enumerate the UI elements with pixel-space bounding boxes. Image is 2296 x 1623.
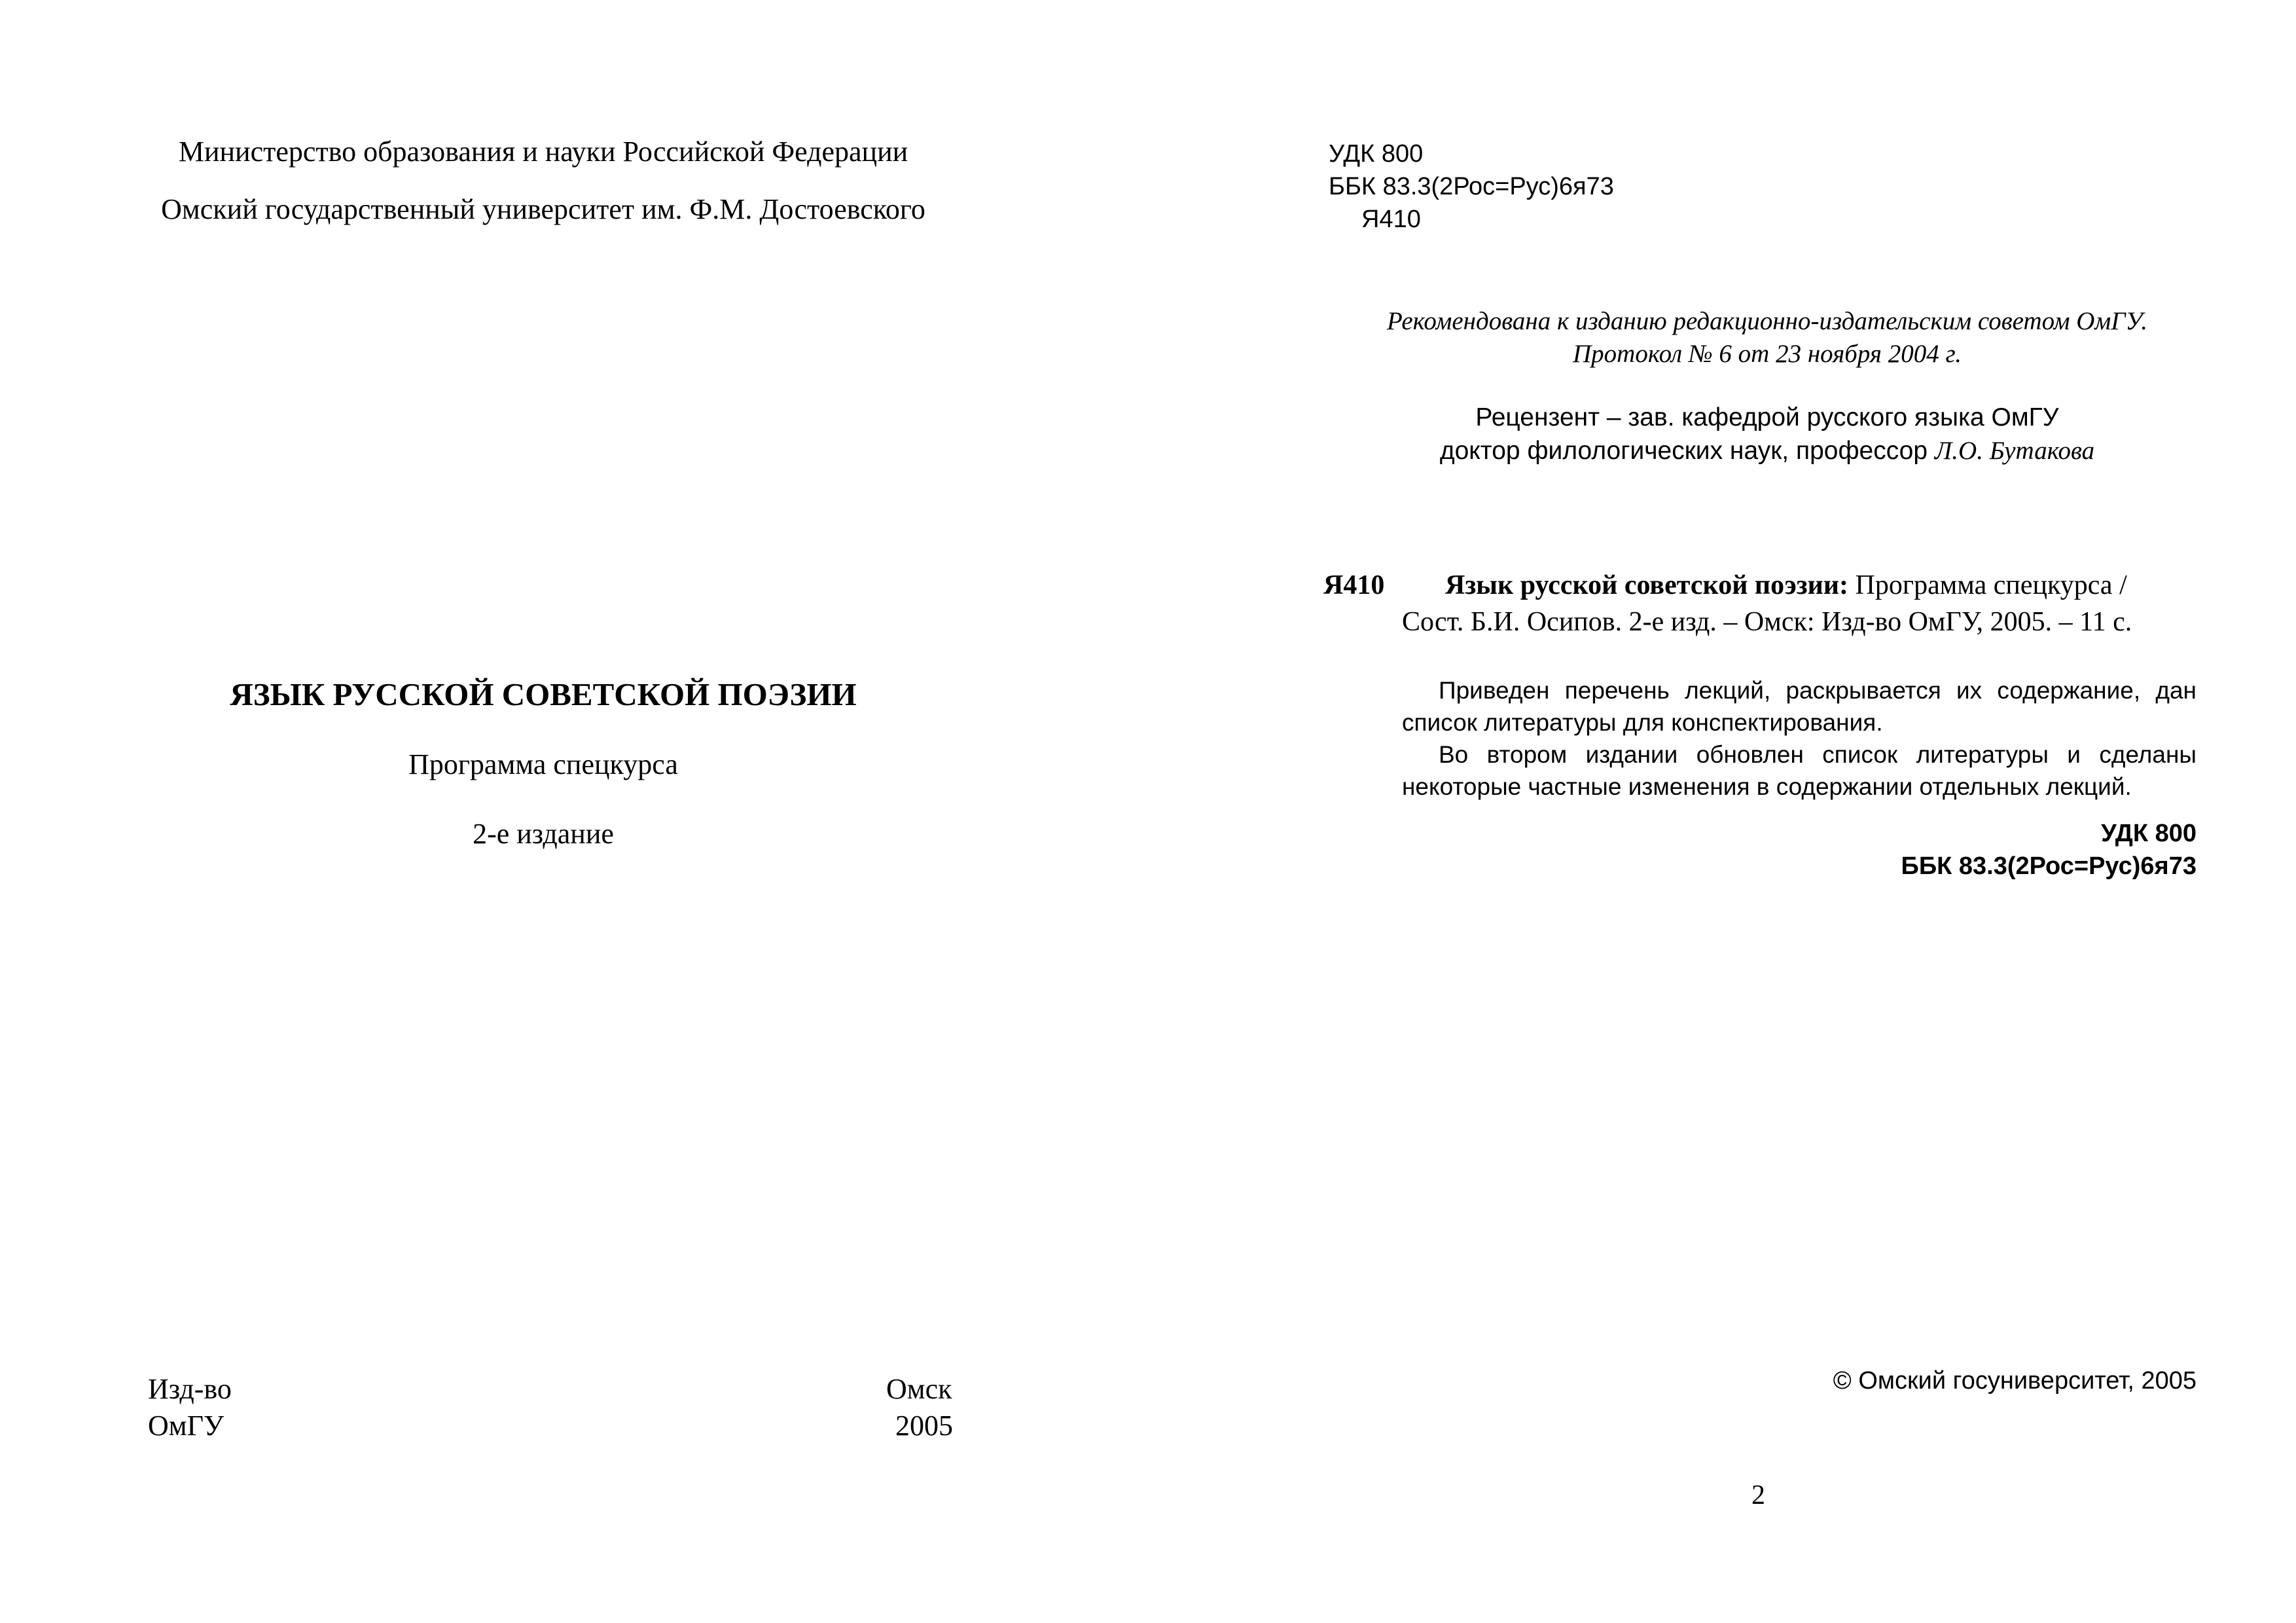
publisher-line-2: ОмГУ <box>148 1410 224 1442</box>
bibliographic-title: Язык русской советской поэзии: <box>1445 570 1849 600</box>
copyright-notice: © Омский госуниверситет, 2005 <box>1833 1367 2197 1395</box>
ministry-name: Министерство образования и науки Российской Федерации <box>178 136 908 168</box>
university-name: Омский государственный университет им. Ф.М. Достоевского <box>161 193 925 225</box>
page-number: 2 <box>1751 1480 1765 1510</box>
udk-code-bottom: УДК 800 <box>2101 820 2197 847</box>
reviewer-title: доктор филологических наук, профессор <box>1439 437 1935 465</box>
book-subtitle: Программа спецкурса <box>408 748 678 780</box>
udk-code-top: УДК 800 <box>1329 140 1424 168</box>
bibliographic-line-2: Сост. Б.И. Осипов. 2-е изд. – Омск: Изд-во ОмГУ, 2005. – 11 с. <box>1402 607 2132 637</box>
abstract-paragraph-1: Приведен перечень лекций, раскрывается их содержание, дан список литературы для конспектирования. <box>1402 677 2197 736</box>
bibliographic-rest: Программа спецкурса / <box>1848 570 2127 600</box>
author-code-top: Я410 <box>1361 206 1421 233</box>
bibliographic-line-1 <box>1445 570 2127 601</box>
publication-year: 2005 <box>895 1410 953 1442</box>
bbk-code-top: ББК 83.3(2Рос=Рус)6я73 <box>1329 173 1614 200</box>
reviewer-name: Л.О. Бутакова <box>1934 437 2095 465</box>
reviewer-line-2 <box>1302 436 2232 465</box>
bbk-code-bottom: ББК 83.3(2Рос=Рус)6я73 <box>1901 852 2197 880</box>
abstract-paragraph-2: Во втором издании обновлен список литературы и сделаны некоторые частные изменения в содержании отдельных лекций. <box>1402 741 2197 800</box>
book-title: ЯЗЫК РУССКОЙ СОВЕТСКОЙ ПОЭЗИИ <box>230 676 857 712</box>
recommendation-line-1: Рекомендована к изданию редакционно-издательским советом ОмГУ. <box>1386 307 2148 335</box>
recommendation-line-2: Протокол № 6 от 23 ноября 2004 г. <box>1573 340 1962 368</box>
reviewer-line-1: Рецензент – зав. кафедрой русского языка ОмГУ <box>1475 403 2059 431</box>
publication-city: Омск <box>886 1373 952 1405</box>
bibliographic-code: Я410 <box>1323 570 1385 600</box>
abstract <box>1402 674 2197 803</box>
edition-label: 2-е издание <box>473 818 614 850</box>
publisher-line-1: Изд-во <box>148 1373 232 1405</box>
